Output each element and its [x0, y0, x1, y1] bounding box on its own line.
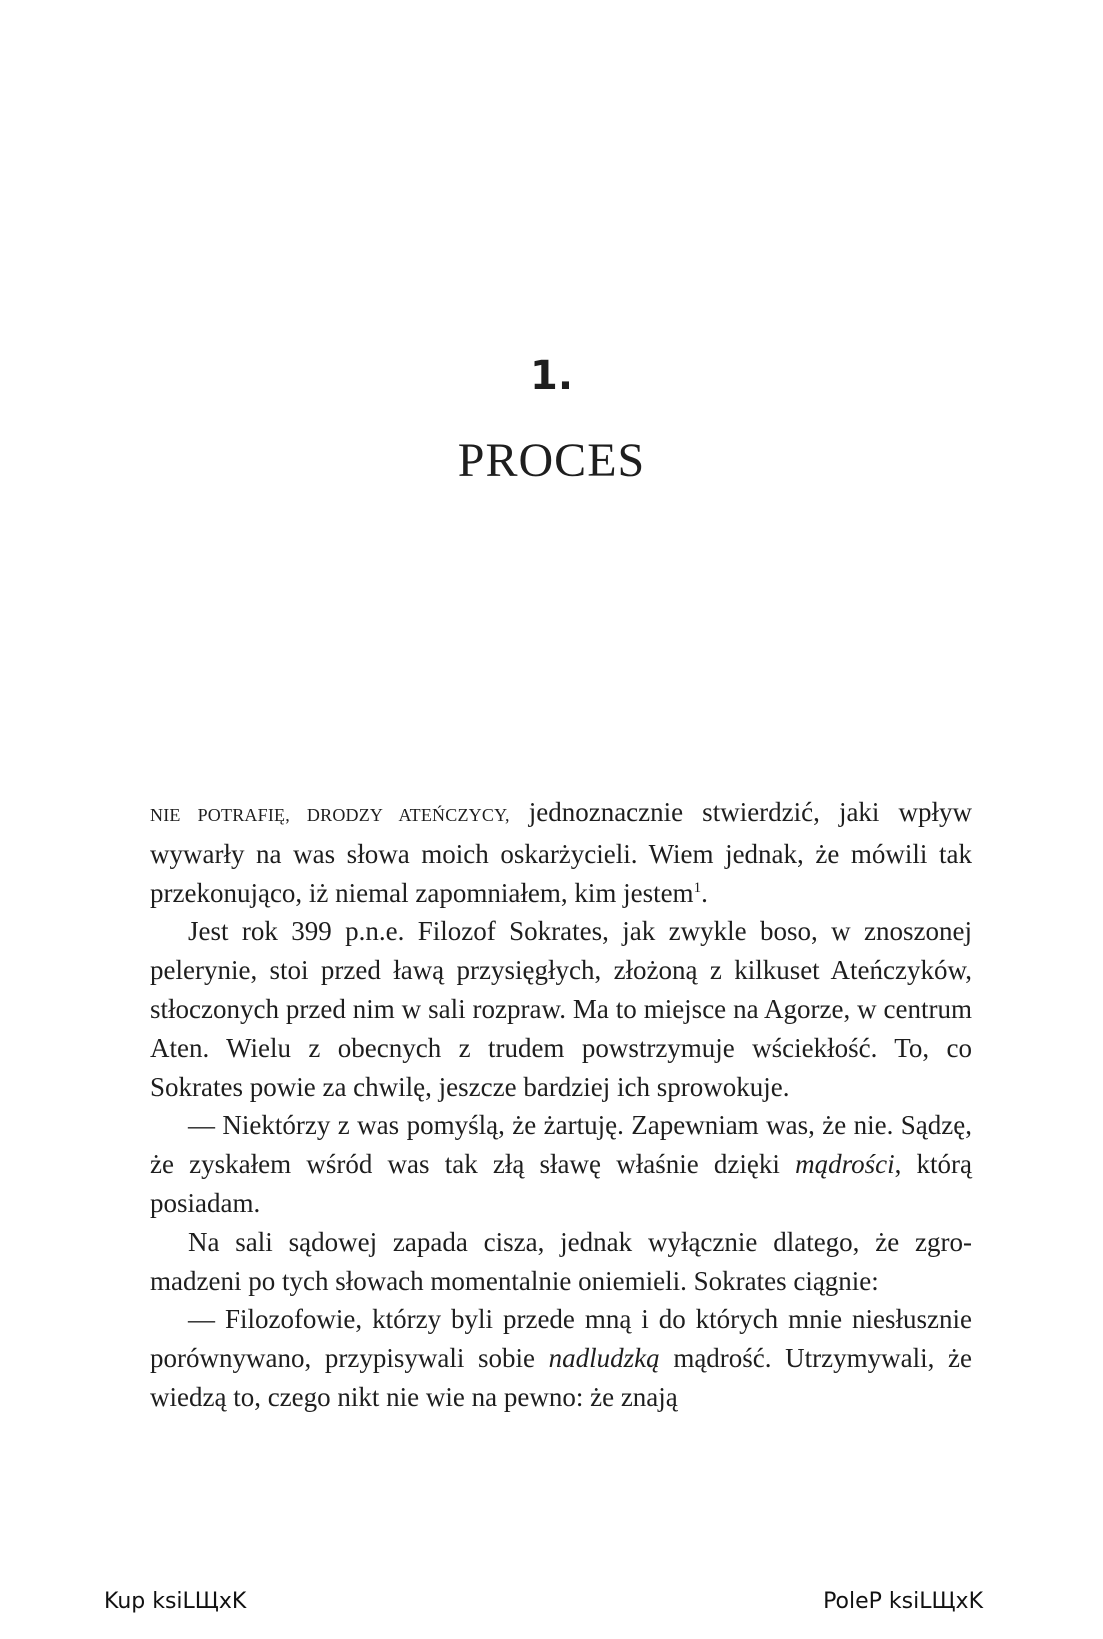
footnote-marker[interactable]: 1 — [693, 879, 702, 896]
chapter-title: PROCES — [457, 434, 646, 487]
paragraph-text: , którą posiadam. — [150, 1149, 973, 1218]
recommend-book-link[interactable]: PoleP ksiLЩxK — [823, 1589, 983, 1614]
paragraph-text: — Filozofowie, którzy byli przede mną i do których mnie niesłusznie porównywano, przypisywali sobie — [150, 1304, 972, 1374]
emphasis-text: nadludzką — [548, 1343, 660, 1374]
paragraph-5 — [150, 1300, 972, 1416]
emphasis-text: mądrości — [795, 1149, 895, 1180]
buy-book-link[interactable]: Kup ksiLЩxK — [104, 1589, 247, 1614]
chapter-number: 1. — [529, 353, 574, 399]
paragraph-3 — [150, 1106, 972, 1222]
paragraph-2: Jest rok 399 p.n.e. Filozof Sokrates, jak zwykle boso, w znoszonej pelerynie, stoi przed ławą przysięgłych, złożoną z kilkuset Ateńczyków, stłoczonych przed nim w sali rozpraw. Ma to miejsce na Agorze, w centrum Aten. Wielu z obecnych z trudem powstrzymuje wściekłość. To, co Sokrates powie za chwilę, jeszcze bardziej ich sprowokuje. — [150, 916, 972, 1102]
paragraph-text: — Niektórzy z was pomyślą, że żartuję. Zapewniam was, że nie. Sądzę, że zyskałem wśród was tak złą sławę właśnie dzięki — [150, 1110, 972, 1180]
paragraph-text: mądrość. Utrzymywali, że wiedzą to, czego nikt nie wie na pewno: że znają — [150, 1343, 973, 1412]
paragraph-text: jednoznacznie stwierdzić, jaki wpływ wywarły na was słowa moich oskarżycieli. Wiem jednak, że mówili tak przekonująco, iż niemal zapomniałem, kim jestem — [150, 797, 972, 908]
chapter-body — [150, 793, 972, 1417]
paragraph-1 — [150, 793, 972, 912]
paragraph-4: Na sali sądowej zapada cisza, jednak wyłącznie dlatego, że zgromadzeni po tych słowach momentalnie oniemieli. Sokrates ciągnie: — [150, 1226, 972, 1296]
paragraph-lead-smallcaps: NIE POTRAFIĘ, DRODZY ATEŃCZYCY, — [150, 805, 510, 825]
paragraph-end: . — [701, 877, 708, 908]
